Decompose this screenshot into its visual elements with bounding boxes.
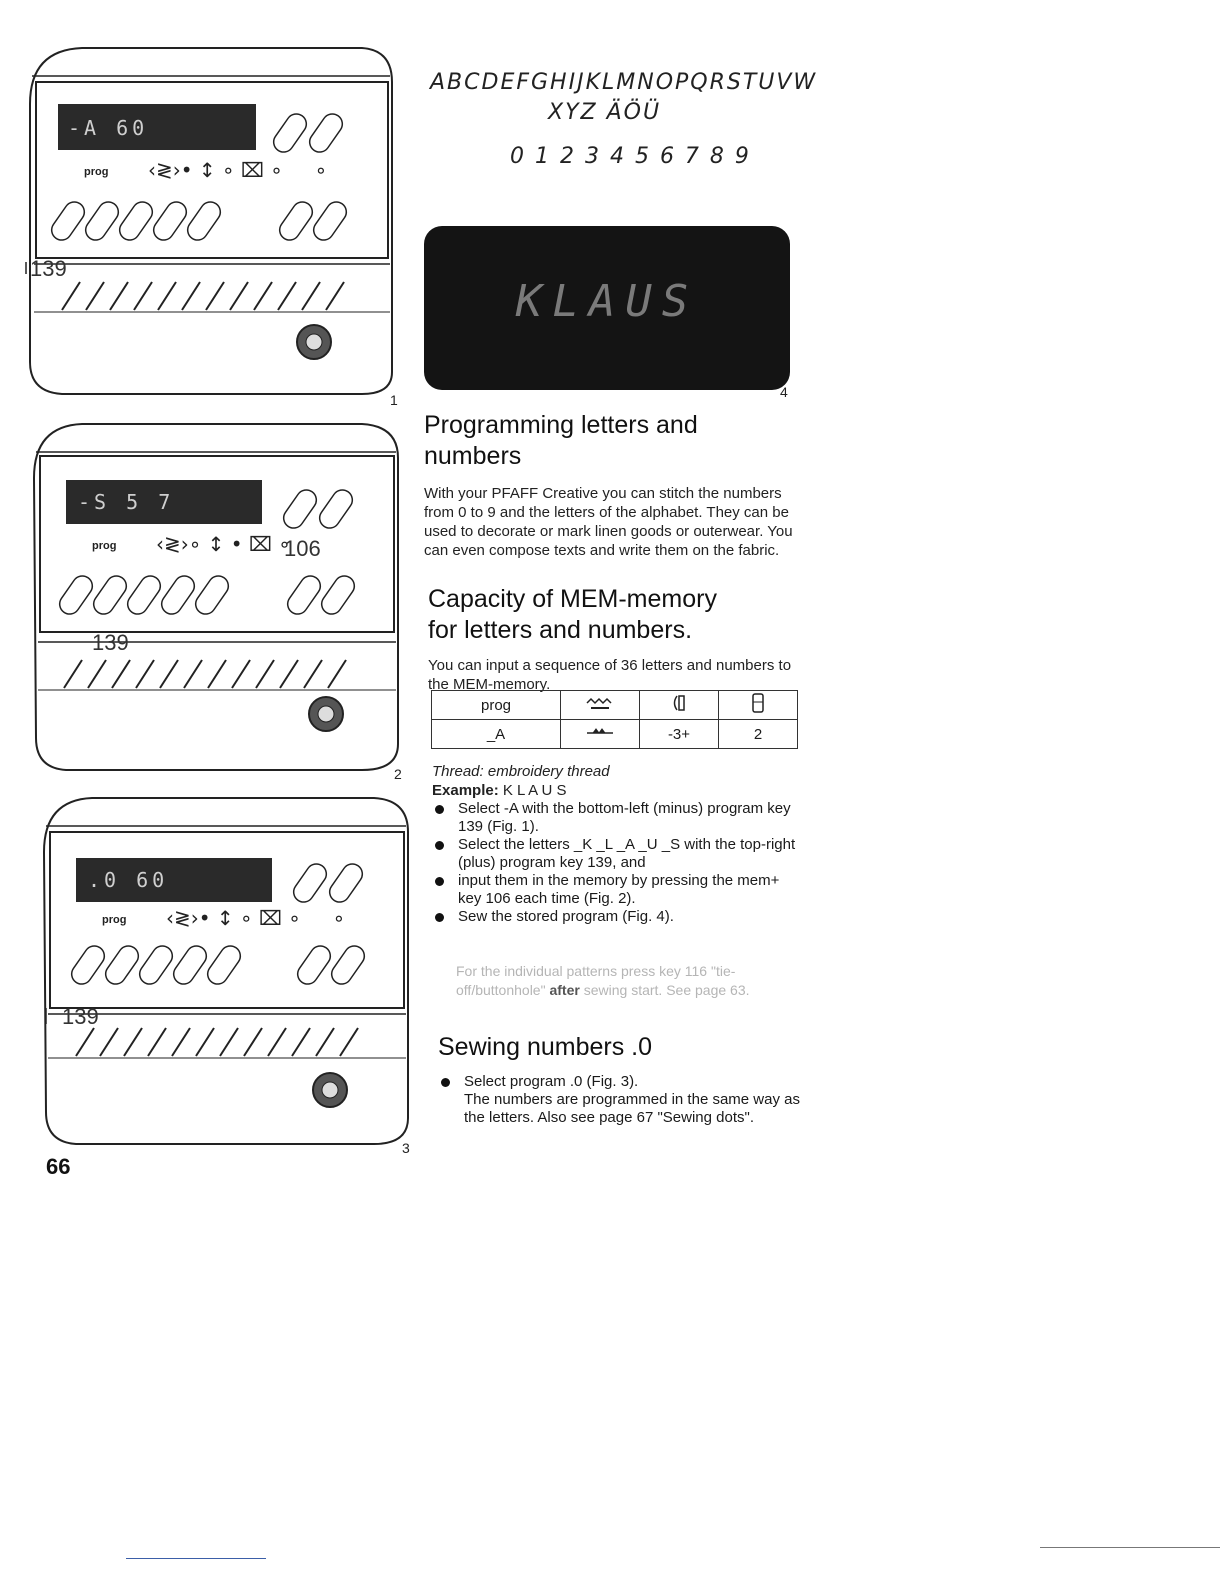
section-programming (424, 410, 804, 560)
key-reference: 139 (92, 630, 129, 655)
note-emphasis: after (549, 982, 580, 998)
tension-icon (640, 691, 719, 720)
table-row (432, 691, 798, 720)
list-item (438, 1073, 808, 1127)
list-item (432, 800, 802, 836)
step-text: Select program .0 (Fig. 3). (464, 1073, 639, 1090)
example-line (432, 781, 802, 800)
stitch-symbols: ‹≷›• ↕ ∘ ⌧ ∘ ∘ (148, 158, 328, 182)
mem-key-reference: 106 (284, 536, 321, 561)
alphabet-line-2: XYZ ÄÖÜ (548, 100, 662, 125)
footer-rule (126, 1558, 266, 1559)
figure-number: 1 (390, 392, 398, 408)
bullet (435, 841, 444, 850)
section-capacity (428, 584, 800, 694)
lcd-display: -S 5 7 (78, 490, 175, 514)
stitch-symbols: ‹≷›∘ ↕ • ⌧ ∘ (156, 532, 291, 556)
lcd-display: -A 60 (68, 116, 149, 140)
section-title (424, 410, 804, 472)
lcd-display: .0 60 (88, 868, 169, 892)
thread-value: embroidery thread (487, 763, 610, 780)
table-row (432, 720, 798, 749)
table-cell: _A (432, 720, 561, 749)
list-item (432, 908, 802, 926)
footer-rule-right (1040, 1547, 1220, 1548)
prog-label: prog (102, 914, 127, 926)
title-line-2: numbers (424, 442, 522, 470)
stitch-symbols: ‹≷›• ↕ ∘ ⌧ ∘ ∘ (166, 906, 346, 930)
thread-label: Thread: (432, 763, 484, 780)
table-cell: -3+ (640, 720, 719, 749)
table-cell: prog (432, 691, 561, 720)
example-label: Example: (432, 782, 499, 799)
tie-off-note (456, 962, 802, 1000)
panel-figure-3 (30, 792, 420, 1156)
list-item (432, 872, 802, 908)
step-text: The numbers are programmed in the same way as the letters. Also see page 67 "Sewing dots". (464, 1091, 800, 1126)
figure-number-4: 4 (780, 384, 788, 400)
settings-table (431, 690, 798, 749)
panel-drawing (22, 42, 412, 402)
list-item (432, 836, 802, 872)
page-number: 66 (46, 1154, 71, 1179)
step-text: Select -A with the bottom-left (minus) program key 139 (Fig. 1). (458, 800, 791, 835)
bullet (435, 913, 444, 922)
thread-line (432, 762, 802, 781)
panel-drawing (30, 792, 420, 1152)
digits-line: 0 1 2 3 4 5 6 7 8 9 (510, 144, 751, 169)
prog-label: prog (84, 166, 109, 178)
panel-drawing (22, 418, 412, 778)
step-text: Sew the stored program (Fig. 4). (458, 908, 674, 925)
klaus-display-screen (424, 226, 790, 390)
section-body: You can input a sequence of 36 letters and numbers to the MEM-memory. (428, 657, 792, 693)
key-reference: 139 (62, 1004, 99, 1029)
prog-label: prog (92, 540, 117, 552)
title-line-1: Programming letters and (424, 411, 698, 439)
stitch-width-icon (561, 691, 640, 720)
key-reference: 139 (30, 256, 67, 281)
screen-text: KLAUS (515, 276, 699, 327)
note-text: sewing start. See page 63. (583, 982, 750, 998)
example-value: K L A U S (502, 782, 567, 799)
bullet (435, 877, 444, 886)
stitch-length-icon (561, 720, 640, 749)
panel-figure-1 (22, 42, 412, 408)
table-cell: 2 (719, 720, 798, 749)
title-line-2: for letters and numbers. (428, 616, 693, 644)
title-line-1: Capacity of MEM-memory (428, 585, 717, 613)
steps-list (432, 800, 802, 926)
bullet (435, 805, 444, 814)
presser-foot-icon (719, 691, 798, 720)
step-text: Select the letters _K _L _A _U _S with the top-right (plus) program key 139, and (458, 836, 796, 871)
alphabet-line-1: ABCDEFGHIJKLMNOPQRSTUVW (430, 70, 818, 95)
section-body: With your PFAFF Creative you can stitch the numbers from 0 to 9 and the letters of the alphabet. They can be used to decorate or mark linen goods or outerwear. You can even compose texts and write them on the fabric. (424, 485, 793, 559)
bullet (441, 1078, 450, 1087)
note-text: For the individual patterns press key 116 "tie-off/buttonhole" (456, 963, 736, 998)
step-text: input them in the memory by pressing the mem+ key 106 each time (Fig. 2). (458, 872, 780, 907)
figure-number: 3 (402, 1140, 410, 1156)
panel-figure-2 (22, 418, 412, 782)
section-title: Sewing numbers .0 (438, 1033, 653, 1061)
section-title (428, 584, 800, 646)
figure-number: 2 (394, 766, 402, 782)
section-sewing-numbers (438, 1032, 808, 1127)
steps-list (438, 1073, 808, 1127)
